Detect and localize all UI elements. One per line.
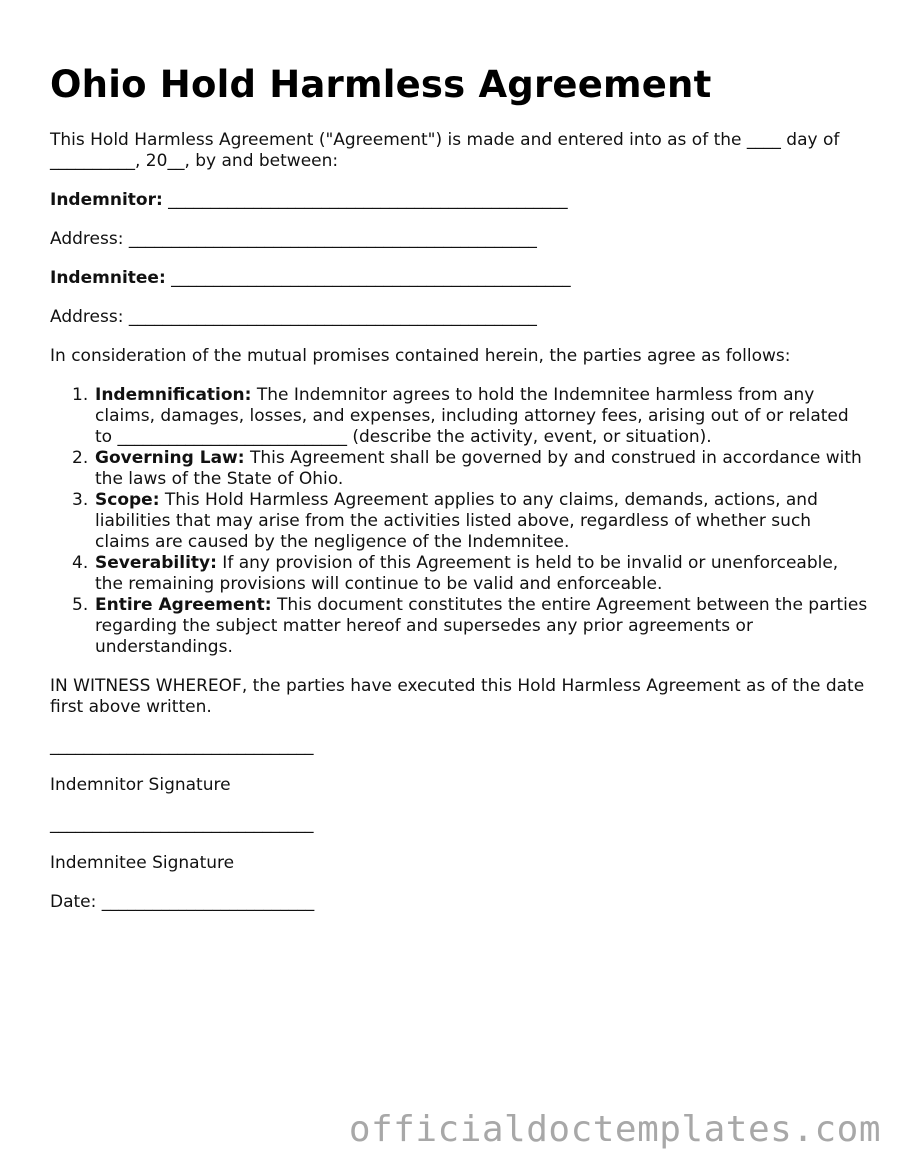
clause-number: 2. bbox=[72, 448, 89, 468]
witness-paragraph: IN WITNESS WHEREOF, the parties have executed this Hold Harmless Agreement as of the date first above written. bbox=[50, 676, 865, 717]
clause-list bbox=[50, 385, 870, 658]
clause-text: The Indemnitor agrees to hold the Indemnitee harmless from any claims, damages, losses, and expenses, including attorney fees, arising out of or related to ___________________________ (describe the activity, event, or situation). bbox=[95, 385, 849, 447]
clause-text: This document constitutes the entire Agreement between the parties regarding the subject matter hereof and supersedes any prior agreements or understandings. bbox=[95, 595, 868, 657]
clause-heading: Indemnification: bbox=[95, 385, 252, 405]
clause-item-governing-law bbox=[50, 448, 870, 490]
clause-heading: Entire Agreement: bbox=[95, 595, 272, 615]
indemnitee-address-field: Address: ________________________________________________ bbox=[50, 307, 537, 327]
clause-text: This Agreement shall be governed by and construed in accordance with the laws of the State of Ohio. bbox=[95, 448, 862, 489]
indemnitor-blank: _______________________________________________ bbox=[162, 190, 568, 210]
date-field: Date: _________________________ bbox=[50, 892, 315, 912]
clause-text: This Hold Harmless Agreement applies to any claims, demands, actions, and liabilities that may arise from the activities listed above, regardless of whether such claims are caused by the negligence of the Indemnitee. bbox=[95, 490, 818, 552]
clause-item-entire-agreement bbox=[50, 595, 870, 658]
clause-number: 1. bbox=[72, 385, 89, 405]
indemnitor-address-field: Address: ________________________________________________ bbox=[50, 229, 537, 249]
indemnitee-label: Indemnitee: bbox=[50, 268, 166, 288]
watermark-text: officialdoctemplates.com bbox=[348, 1109, 881, 1150]
clause-text: If any provision of this Agreement is held to be invalid or unenforceable, the remaining provisions will continue to be valid and enforceable. bbox=[95, 553, 839, 594]
clause-heading: Governing Law: bbox=[95, 448, 245, 468]
clause-heading: Severability: bbox=[95, 553, 217, 573]
clause-number: 4. bbox=[72, 553, 89, 573]
clause-heading: Scope: bbox=[95, 490, 160, 510]
clause-number: 3. bbox=[72, 490, 89, 510]
intro-paragraph: This Hold Harmless Agreement ("Agreement") is made and entered into as of the ____ day of __________, 20__, by and between: bbox=[50, 130, 840, 171]
document-page bbox=[50, 60, 870, 931]
document-title: Ohio Hold Harmless Agreement bbox=[50, 63, 712, 106]
indemnitee-signature-line: _______________________________ bbox=[50, 814, 314, 834]
clause-item-severability bbox=[50, 553, 870, 595]
clause-number: 5. bbox=[72, 595, 89, 615]
indemnitor-signature-label: Indemnitor Signature bbox=[50, 775, 231, 795]
indemnitor-label: Indemnitor: bbox=[50, 190, 163, 210]
indemnitee-field bbox=[50, 268, 870, 289]
consideration-paragraph: In consideration of the mutual promises contained herein, the parties agree as follows: bbox=[50, 346, 791, 366]
indemnitor-field bbox=[50, 190, 870, 211]
clause-item-indemnification bbox=[50, 385, 870, 448]
clause-item-scope bbox=[50, 490, 870, 553]
indemnitor-signature-line: _______________________________ bbox=[50, 736, 314, 756]
indemnitee-blank: _______________________________________________ bbox=[165, 268, 571, 288]
indemnitee-signature-label: Indemnitee Signature bbox=[50, 853, 235, 873]
